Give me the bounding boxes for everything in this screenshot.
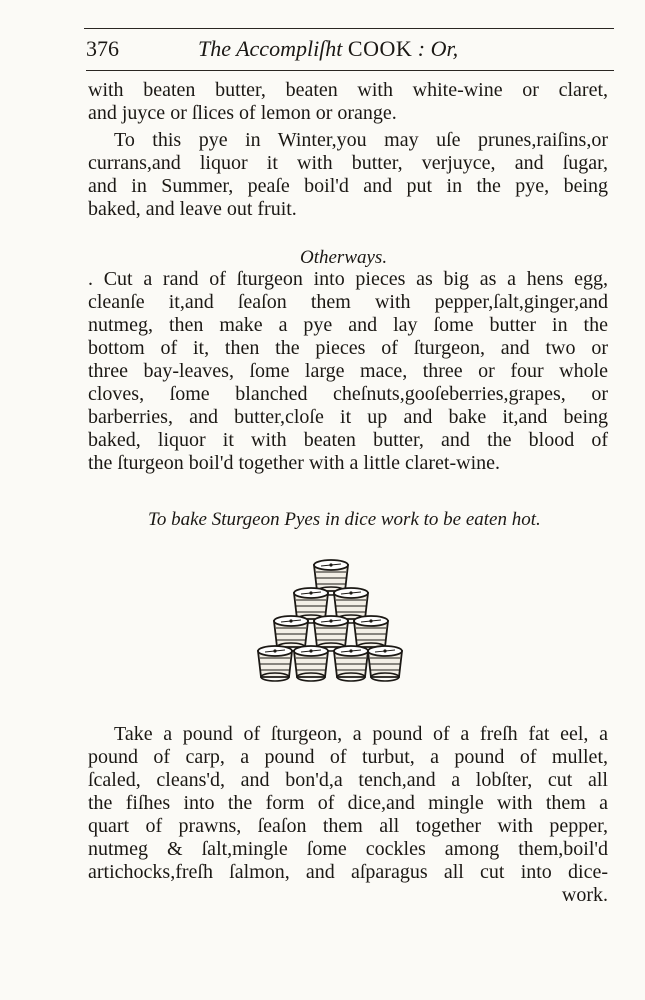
top-border-rule <box>84 28 614 29</box>
text-line: To this pye in Winter,you may uſe prunes,raiſins,or <box>114 129 608 151</box>
otherways-heading: Otherways. <box>300 247 388 268</box>
text-line: currans,and liquor it with butter, verjuyce, and ſugar, <box>88 152 608 174</box>
running-title-suffix: : Or, <box>417 36 459 61</box>
running-title-prefix: The Accompliſht <box>198 36 343 61</box>
text-line: bottom of it, then the pieces of ſturgeon, and two or <box>88 337 608 359</box>
text-line: Take a pound of ſturgeon, a pound of a freſh fat eel, a <box>114 723 608 745</box>
text-line: and juyce or ſlices of lemon or orange. <box>88 102 397 124</box>
recipe-paragraph <box>88 723 608 907</box>
continuation-paragraph <box>88 79 608 125</box>
running-head <box>86 32 614 66</box>
text-line: and in Summer, peaſe boil'd and put in the pye, being <box>88 175 608 197</box>
catchword: work. <box>561 884 608 906</box>
text-line: artichocks,freſh ſalmon, and aſparagus all cut into dice- <box>88 861 608 883</box>
text-line: . Cut a rand of ſturgeon into pieces as big as a hens egg, <box>88 268 608 290</box>
recipe-heading: To bake Sturgeon Pyes in dice work to be eaten hot. <box>148 509 541 530</box>
text-line: three bay-leaves, ſome large mace, three or four whole <box>88 360 608 382</box>
text-line: the fiſhes into the form of dice,and mingle with them a <box>88 792 608 814</box>
text-line: nutmeg, then make a pye and lay ſome butter in the <box>88 314 608 336</box>
text-line: pound of carp, a pound of turbut, a pound of mullet, <box>88 746 608 768</box>
page-number: 376 <box>86 36 119 61</box>
text-line: cleanſe it,and ſeaſon them with pepper,ſalt,ginger,and <box>88 291 608 313</box>
stacked-dice-pies-icon <box>255 555 405 685</box>
text-line: the ſturgeon boil'd together with a little claret-wine. <box>88 452 501 474</box>
header-rule <box>86 70 614 71</box>
otherways-paragraph <box>88 268 608 475</box>
running-title <box>198 32 458 66</box>
text-line: cloves, ſome blanched cheſnuts,gooſeberries,grapes, or <box>88 383 608 405</box>
text-line: nutmeg & ſalt,mingle ſome cockles among them,boil'd <box>88 838 608 860</box>
text-line: baked, liquor it with beaten butter, and the blood of <box>88 429 608 451</box>
text-line: ſcaled, cleans'd, and bon'd,a tench,and a lobſter, cut all <box>88 769 608 791</box>
winter-paragraph <box>88 129 608 221</box>
running-title-caps: COOK <box>347 36 413 61</box>
text-line: quart of prawns, ſeaſon them all together with pepper, <box>88 815 608 837</box>
text-line: with beaten butter, beaten with white-wine or claret, <box>88 79 608 101</box>
text-line: barberries, and butter,cloſe it up and bake it,and being <box>88 406 608 428</box>
text-line: baked, and leave out fruit. <box>88 198 297 220</box>
